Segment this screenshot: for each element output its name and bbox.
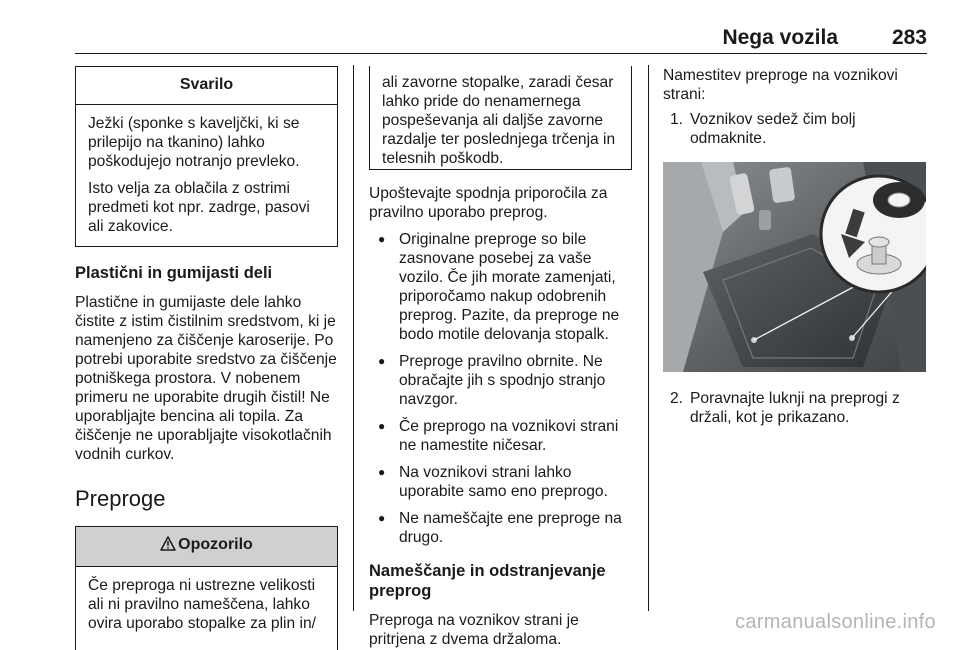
page-header <box>0 24 960 52</box>
warning-head <box>76 527 337 567</box>
list-item: ● Ne nameščajte ene preproge na drugo. <box>369 509 632 547</box>
column-divider-1 <box>353 65 354 611</box>
column-3 <box>663 66 926 427</box>
column-1 <box>75 66 338 650</box>
column-2 <box>369 66 632 649</box>
caution-box <box>75 66 338 247</box>
list-item: ● Na voznikovi strani lahko uporabite samo eno preprogo. <box>369 463 632 501</box>
header-rule <box>75 53 927 54</box>
warning-title: Opozorilo <box>178 536 253 553</box>
list-item <box>663 110 926 148</box>
subheading-text: Preproga na voznikov strani je pritrjena z dvema držaloma. <box>369 612 579 648</box>
list-item: ● Preproge pravilno obrnite. Ne obračajte jih s spodnjo stranjo navzgor. <box>369 352 632 409</box>
step-text: Poravnajte luknji na preprogi z držali, kot je prikazano. <box>690 390 900 426</box>
caution-paragraph: Isto velja za oblačila z ostrimi predmeti kot npr. zadrge, pasovi ali zakovice. <box>88 180 310 235</box>
intro-text: Upoštevajte spodnja priporočila za pravilno uporabo preprog. <box>369 185 608 221</box>
section-text: Plastične in gumijaste dele lahko čistite z istim čistilnim sredstvom, ki je namenjeno za čiščenje karoserije. Po potrebi uporabite sredstvo za čiščenje potniškega prostora. V nobenem primeru ne uporabite drugih čistil! Ne uporabljajte bencina ali topila. Za čiščenje ne uporabljajte visokotlačnih vodnih curkov. <box>75 294 337 463</box>
recommendations-list <box>369 230 632 547</box>
warning-body <box>76 567 337 643</box>
header-title: Nega vozila <box>722 26 838 49</box>
steps-list <box>663 110 926 148</box>
caution-title: Svarilo <box>76 67 337 105</box>
warning-triangle-icon <box>160 536 176 556</box>
section-heading: Plastični in gumijasti deli <box>75 264 273 282</box>
column-divider-2 <box>648 65 649 611</box>
column-intro: Namestitev preproge na voznikovi strani: <box>663 67 898 103</box>
list-item: ● Originalne preproge so bile zasnovane posebej za vaše vozilo. Če jih morate zamenjati, priporočamo nakup odobrenih preprog. Pazite, da preproge ne bodo motile delovanja stopalk. <box>369 230 632 344</box>
step-number: 2. <box>670 390 684 407</box>
step-number: 1. <box>670 111 684 128</box>
page-number: 283 <box>891 26 927 49</box>
main-heading: Preproge <box>75 486 166 511</box>
subheading: Nameščanje in odstranjevanje preprog <box>369 562 606 600</box>
steps-list <box>663 389 926 427</box>
warning-continued-text: ali zavorne stopalke, zaradi česar lahko pride do nenamernega pospeševanja ali daljše zavorne razdalje ter poslednjega trčenja in telesnih poškodb. <box>382 74 616 167</box>
watermark: carmanualsonline.info <box>735 611 936 633</box>
warning-box-continued <box>369 66 632 170</box>
step-text: Voznikov sedež čim bolj odmaknite. <box>690 111 856 147</box>
caution-body <box>76 105 337 246</box>
warning-text: Če preproga ni ustrezne velikosti ali ni pravilno nameščena, lahko ovira uporabo stopalke za plin in/ <box>88 577 316 632</box>
floor-mat-illustration <box>663 162 926 372</box>
list-item <box>663 389 926 427</box>
caution-paragraph: Ježki (sponke s kaveljčki, ki se prilepijo na tkanino) lahko poškodujejo notranjo prevleko. <box>88 115 300 170</box>
list-item: ● Če preprogo na voznikovi strani ne namestite ničesar. <box>369 417 632 455</box>
warning-continued-body <box>370 66 631 178</box>
warning-box <box>75 526 338 650</box>
